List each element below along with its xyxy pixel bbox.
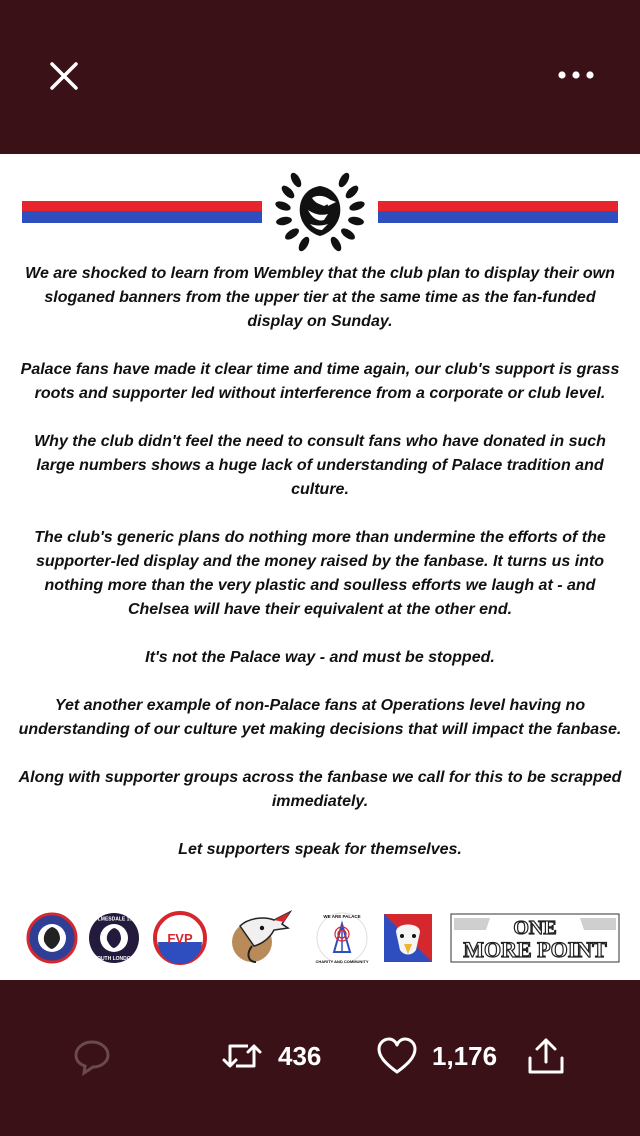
close-button[interactable] xyxy=(44,56,84,96)
supporter-group-logos xyxy=(16,908,624,968)
one-more-point-logo xyxy=(450,908,620,968)
more-horizontal-icon xyxy=(552,60,600,90)
statement-paragraph: Along with supporter groups across the fanbase we call for this to be scrapped immediately. xyxy=(18,769,622,810)
statement-paragraph: It's not the Palace way - and must be stopped. xyxy=(145,649,495,666)
like-button[interactable] xyxy=(376,1034,497,1078)
one-more-point-line1: ONE xyxy=(513,917,557,939)
close-icon xyxy=(44,56,84,96)
eagle-emblem-icon xyxy=(262,168,378,254)
holmesdale-fanatics-logo xyxy=(22,908,82,968)
statement-paragraph: Why the club didn't feel the need to consult fans who have donated in such large numbers shows a huge lack of understanding of Palace tradition and culture. xyxy=(34,433,606,498)
statement-image[interactable] xyxy=(0,154,640,980)
retweet-count: 436 xyxy=(278,1040,322,1071)
we-are-palace-bottom-text: CHARITY AND COMMUNITY xyxy=(315,959,369,964)
holmesdale-1905-bottom-text: SOUTH LONDON xyxy=(93,956,135,962)
statement-paragraph: The club's generic plans do nothing more than undermine the efforts of the supporter-led display and the money raised by the fanbase. It turns us into nothing more than the very plastic and soulless efforts we laugh at - and Chelsea will have their equivalent at the other end. xyxy=(34,529,606,618)
like-count: 1,176 xyxy=(432,1040,498,1071)
eagle-shield-logo xyxy=(380,908,440,968)
tweet-actions-bar xyxy=(0,980,640,1136)
statement-paragraph: We are shocked to learn from Wembley that the club plan to display their own sloganed banners from the upper tier at the same time as the fan-funded display on Sunday. xyxy=(25,265,615,330)
retweet-button[interactable] xyxy=(220,1034,321,1078)
heart-icon xyxy=(376,1034,418,1078)
more-button[interactable] xyxy=(552,60,600,90)
eagle-laurel-emblem xyxy=(262,168,378,254)
fvp-text: FVP xyxy=(167,931,193,946)
statement-paragraph: Palace fans have made it clear time and time again, our club's support is grass roots and supporter led without interference from a corporate or club level. xyxy=(20,361,620,402)
holmesdale-1905-logo xyxy=(84,908,144,968)
holmesdale-1905-top-text: HOLMESDALE 1905 xyxy=(90,916,138,923)
statement-paragraph: Yet another example of non-Palace fans at Operations level having no understanding of our culture yet making decisions that will impact the fanbase. xyxy=(18,697,622,738)
reply-button[interactable] xyxy=(72,1036,112,1076)
we-are-palace-top-text: WE ARE PALACE xyxy=(323,914,361,919)
retweet-icon xyxy=(220,1034,264,1078)
one-more-point-line2: MORE POINT xyxy=(463,937,607,962)
statement-text xyxy=(16,262,624,886)
reply-icon xyxy=(72,1036,112,1076)
we-are-palace-logo xyxy=(312,908,372,968)
top-bar xyxy=(0,0,640,154)
fvp-logo xyxy=(150,908,210,968)
share-icon xyxy=(524,1034,568,1078)
statement-paragraph: Let supporters speak for themselves. xyxy=(178,841,462,858)
eagle-head-logo xyxy=(222,908,282,968)
share-button[interactable] xyxy=(524,1034,568,1078)
